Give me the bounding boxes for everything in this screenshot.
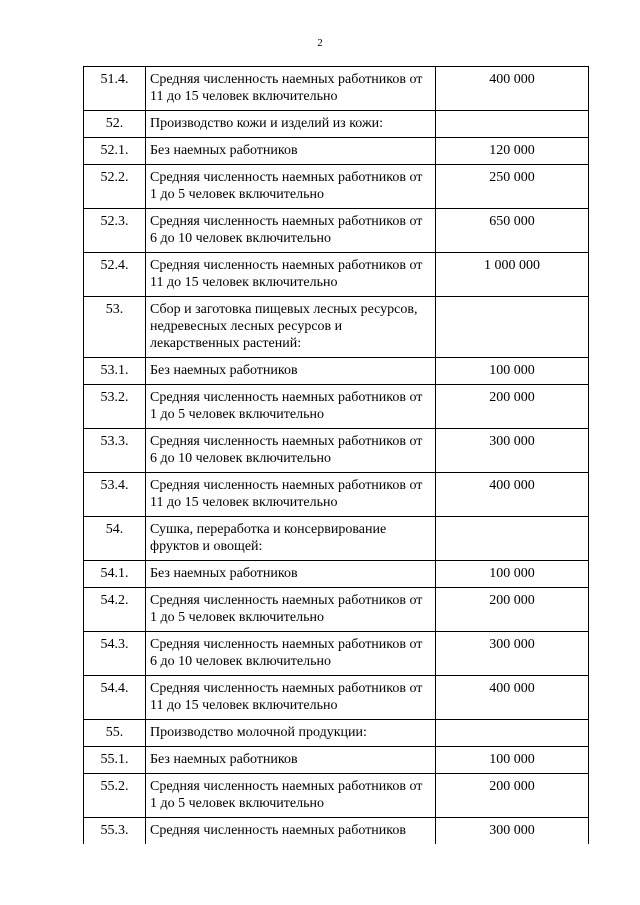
row-description: Средняя численность наемных работников от 11 до 15 человек включительно [146, 676, 436, 720]
row-number: 55. [84, 720, 146, 747]
row-amount: 200 000 [436, 588, 589, 632]
row-number: 53.3. [84, 429, 146, 473]
table-row [84, 165, 589, 209]
row-number: 55.3. [84, 818, 146, 845]
row-number: 53.2. [84, 385, 146, 429]
row-description: Средняя численность наемных работников от 6 до 10 человек включительно [146, 209, 436, 253]
row-number: 54.2. [84, 588, 146, 632]
row-number: 53.1. [84, 358, 146, 385]
row-description: Средняя численность наемных работников от 11 до 15 человек включительно [146, 67, 436, 111]
row-number: 54.1. [84, 561, 146, 588]
row-description: Сушка, переработка и консервирование фруктов и овощей: [146, 517, 436, 561]
row-description: Без наемных работников [146, 138, 436, 165]
row-amount: 300 000 [436, 632, 589, 676]
row-description: Средняя численность наемных работников от 6 до 10 человек включительно [146, 429, 436, 473]
row-number: 54.3. [84, 632, 146, 676]
table-row [84, 473, 589, 517]
row-amount [436, 517, 589, 561]
row-number: 53.4. [84, 473, 146, 517]
table-row [84, 67, 589, 111]
row-description: Сбор и заготовка пищевых лесных ресурсов, недревесных лесных ресурсов и лекарственных растений: [146, 297, 436, 358]
row-amount: 100 000 [436, 747, 589, 774]
row-amount [436, 297, 589, 358]
page-number: 2 [317, 37, 323, 49]
table-row [84, 676, 589, 720]
row-amount: 250 000 [436, 165, 589, 209]
table-row [84, 385, 589, 429]
row-description: Средняя численность наемных работников от 1 до 5 человек включительно [146, 774, 436, 818]
row-number: 52.3. [84, 209, 146, 253]
table-row [84, 138, 589, 165]
row-description: Без наемных работников [146, 561, 436, 588]
row-description: Средняя численность наемных работников от 1 до 5 человек включительно [146, 165, 436, 209]
table-row [84, 297, 589, 358]
table-row [84, 429, 589, 473]
row-description: Средняя численность наемных работников от 1 до 5 человек включительно [146, 385, 436, 429]
row-number: 54.4. [84, 676, 146, 720]
row-number: 52. [84, 111, 146, 138]
row-amount: 1 000 000 [436, 253, 589, 297]
row-number: 55.2. [84, 774, 146, 818]
row-amount [436, 111, 589, 138]
table-row [84, 632, 589, 676]
row-description: Средняя численность наемных работников [146, 818, 436, 845]
row-number: 52.1. [84, 138, 146, 165]
row-amount: 200 000 [436, 385, 589, 429]
row-description: Средняя численность наемных работников от 1 до 5 человек включительно [146, 588, 436, 632]
row-number: 52.2. [84, 165, 146, 209]
tariff-table-body [84, 67, 589, 845]
row-description: Производство молочной продукции: [146, 720, 436, 747]
table-row [84, 747, 589, 774]
row-number: 52.4. [84, 253, 146, 297]
row-number: 54. [84, 517, 146, 561]
row-description: Производство кожи и изделий из кожи: [146, 111, 436, 138]
row-description: Средняя численность наемных работников от 11 до 15 человек включительно [146, 473, 436, 517]
table-row [84, 774, 589, 818]
row-amount: 650 000 [436, 209, 589, 253]
table-row [84, 253, 589, 297]
table-row [84, 517, 589, 561]
table-row [84, 209, 589, 253]
table-row [84, 588, 589, 632]
row-amount: 200 000 [436, 774, 589, 818]
row-description: Без наемных работников [146, 747, 436, 774]
row-number: 51.4. [84, 67, 146, 111]
row-amount: 400 000 [436, 676, 589, 720]
row-description: Средняя численность наемных работников от 11 до 15 человек включительно [146, 253, 436, 297]
row-amount: 300 000 [436, 429, 589, 473]
row-amount: 400 000 [436, 67, 589, 111]
row-amount: 120 000 [436, 138, 589, 165]
table-row [84, 358, 589, 385]
row-number: 55.1. [84, 747, 146, 774]
table-row [84, 818, 589, 845]
row-amount: 400 000 [436, 473, 589, 517]
row-description: Без наемных работников [146, 358, 436, 385]
table-row [84, 720, 589, 747]
row-amount [436, 720, 589, 747]
row-amount: 100 000 [436, 358, 589, 385]
table-row [84, 111, 589, 138]
row-amount: 300 000 [436, 818, 589, 845]
row-amount: 100 000 [436, 561, 589, 588]
row-number: 53. [84, 297, 146, 358]
row-description: Средняя численность наемных работников от 6 до 10 человек включительно [146, 632, 436, 676]
tariff-table [83, 66, 589, 844]
table-row [84, 561, 589, 588]
